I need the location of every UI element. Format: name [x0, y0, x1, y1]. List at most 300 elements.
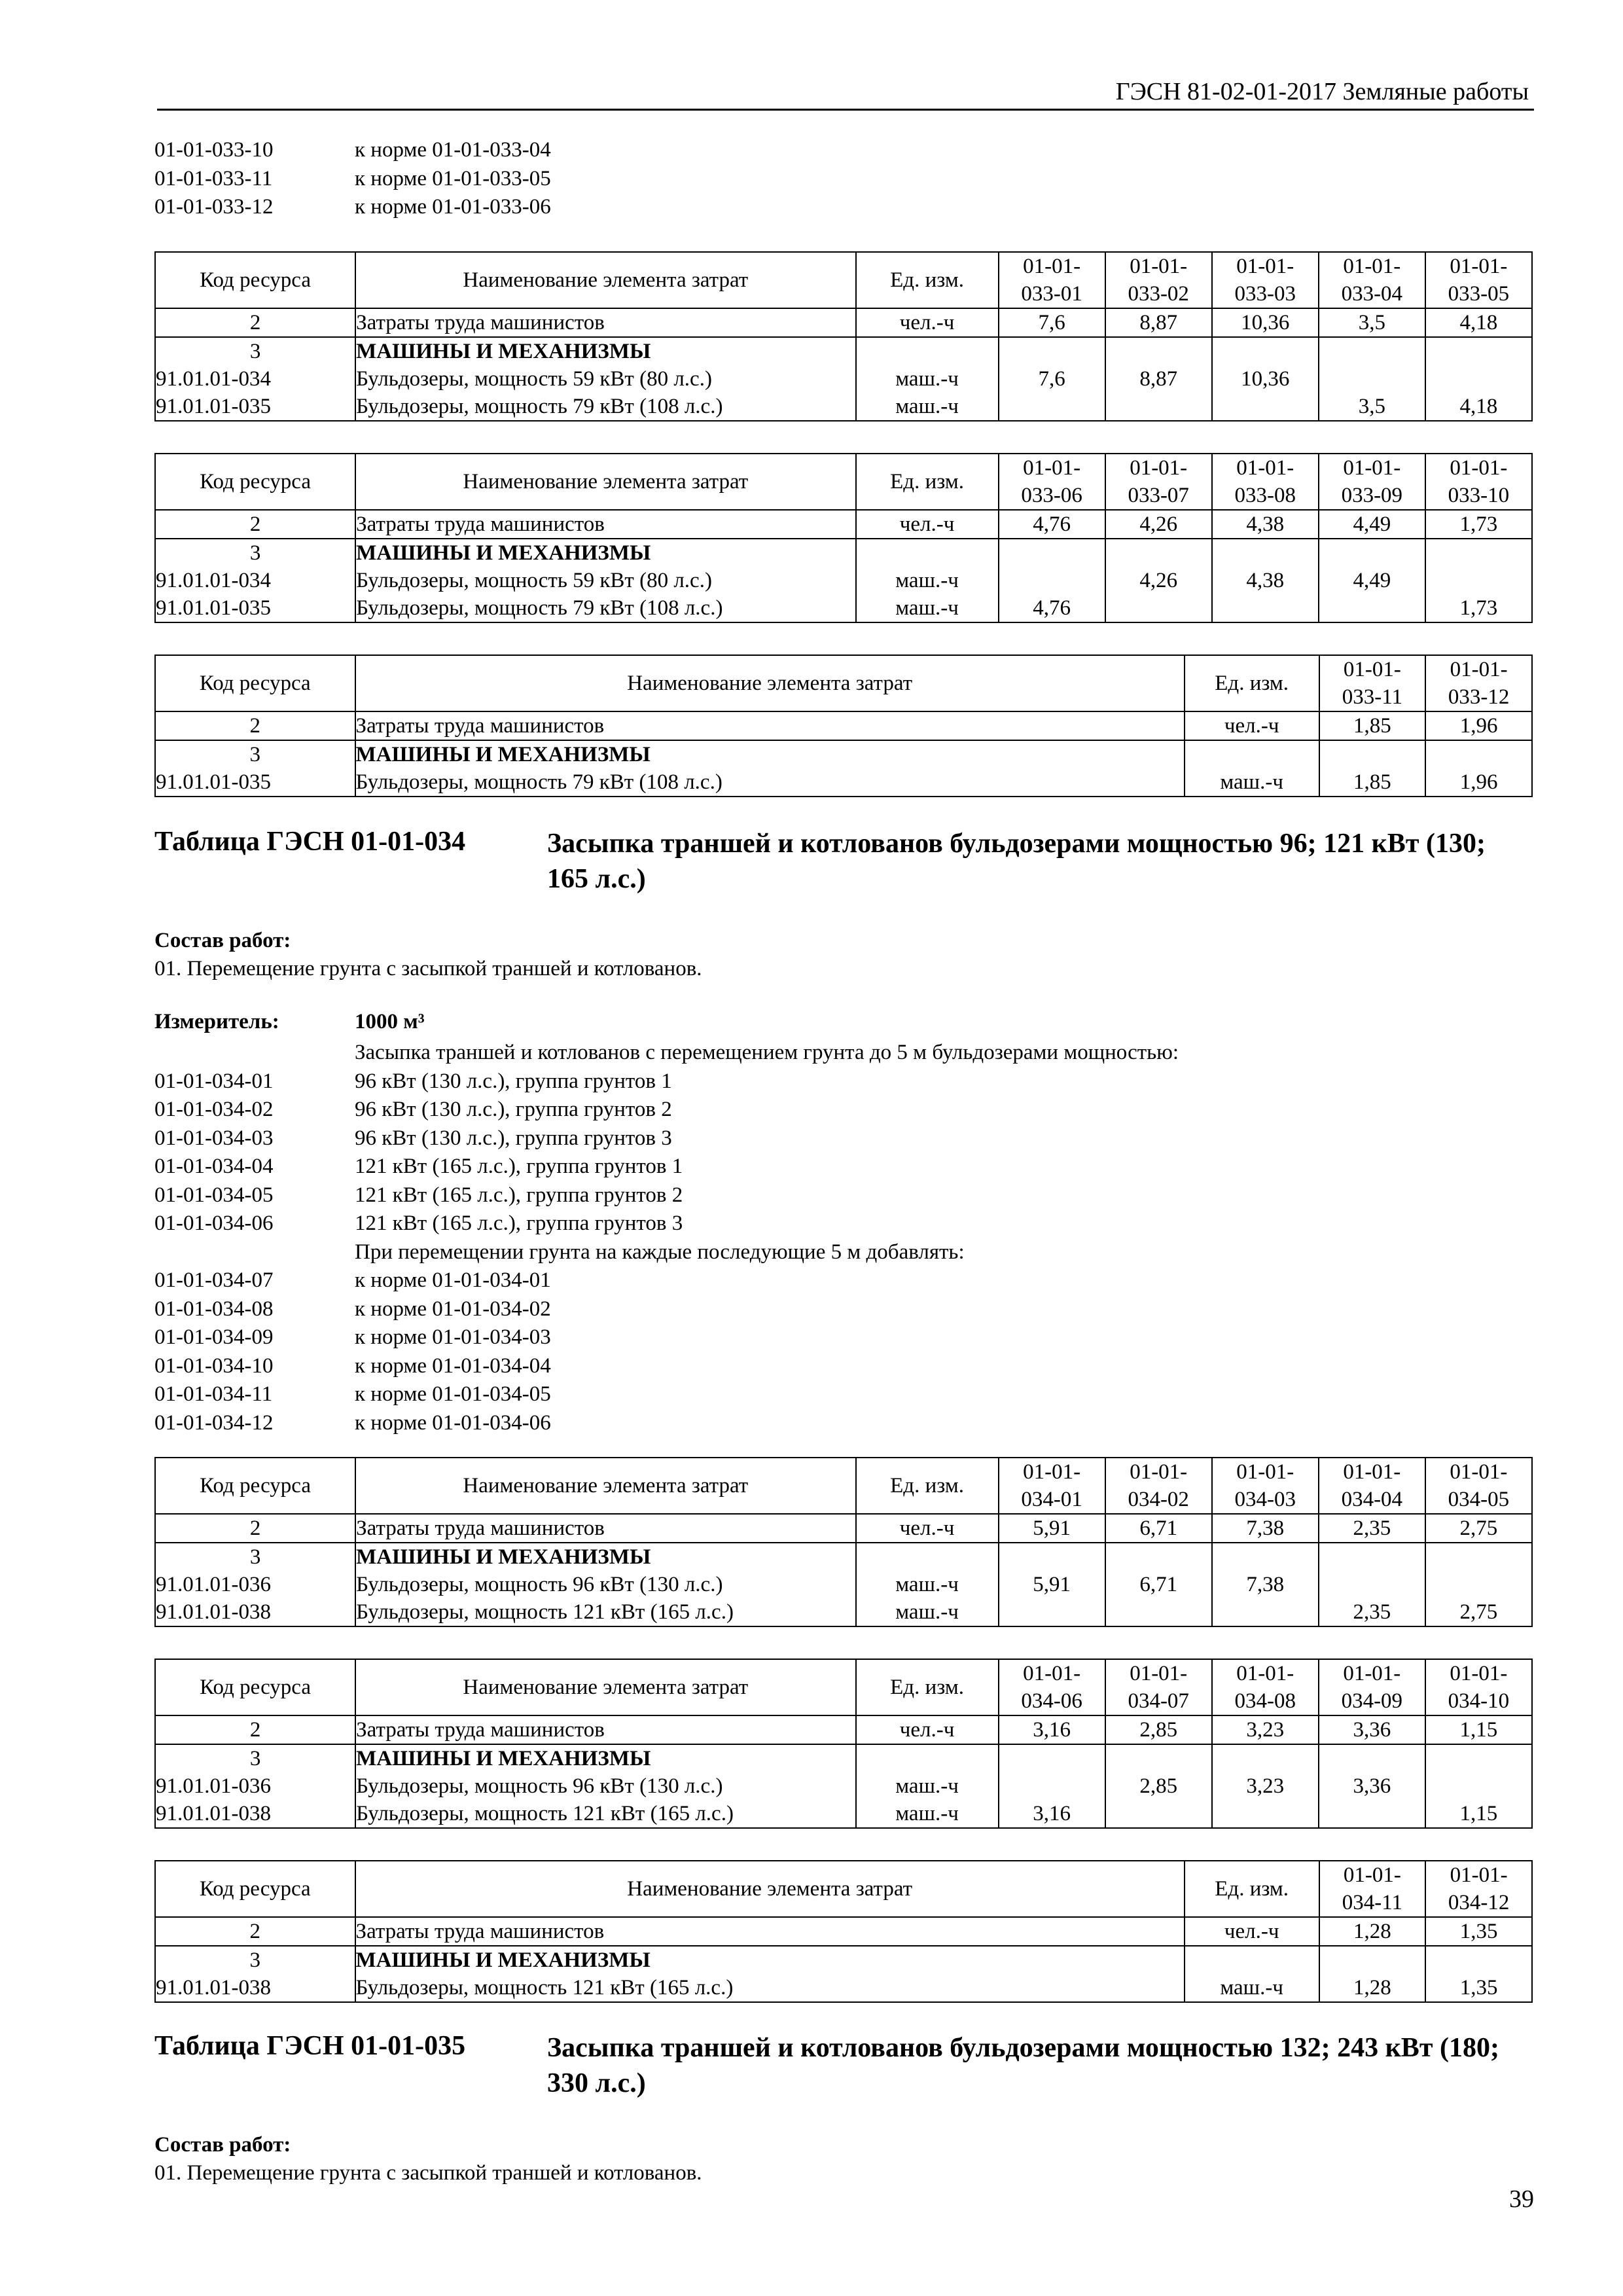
norm-code: 01-01-034-09 [154, 1325, 274, 1349]
norm-desc: к норме 01-01-034-03 [355, 1325, 551, 1349]
norm-desc: к норме 01-01-034-06 [355, 1410, 551, 1435]
norm-intro: Засыпка траншей и котлованов с перемещением грунта до 5 м бульдозерами мощностью: [355, 1041, 1179, 1064]
table-row [155, 1715, 1532, 1744]
header-norm-code [1425, 1659, 1532, 1715]
header-norm-code-line1: 01-01- [1236, 456, 1294, 480]
resource-table-033-06 [154, 453, 1533, 623]
resource-code: 3 [155, 337, 355, 365]
page-header [157, 73, 1534, 111]
resource-value: 1,85 [1319, 711, 1426, 740]
resource-value: 4,26 [1105, 510, 1212, 539]
resource-value [1425, 365, 1532, 393]
norm-code: 01-01-034-08 [154, 1297, 274, 1321]
header-norm-code-line1: 01-01- [1130, 1460, 1188, 1484]
table-034-composition [154, 927, 702, 983]
resource-value [1105, 337, 1212, 365]
resource-value: 3,23 [1212, 1715, 1319, 1744]
norm-desc: 121 кВт (165 л.с.), группа грунтов 2 [355, 1183, 683, 1207]
resource-value [1319, 740, 1426, 768]
table-header-row [155, 252, 1532, 308]
norm-code: 01-01-034-04 [154, 1155, 274, 1178]
norm-code: 01-01-034-03 [154, 1126, 274, 1150]
resource-value [1105, 594, 1212, 622]
composition-label: Состав работ: [154, 929, 291, 952]
header-norm-code-line2: 033-02 [1128, 282, 1189, 306]
header-norm-code-line2: 034-10 [1448, 1689, 1510, 1713]
header-norm-code-line1: 01-01- [1130, 1662, 1188, 1685]
resource-value [1105, 539, 1212, 567]
norm-desc: к норме 01-01-034-01 [355, 1268, 551, 1292]
top-norm-list [154, 136, 551, 222]
norm-code: 01-01-034-10 [154, 1354, 274, 1378]
resource-value [1212, 1800, 1319, 1828]
resource-code: 2 [155, 1715, 355, 1744]
header-norm-code-line2: 034-07 [1128, 1689, 1189, 1713]
header-norm-code [999, 1659, 1105, 1715]
resource-table-034-11 [154, 1860, 1533, 2003]
header-norm-code [1319, 1458, 1425, 1514]
resource-value: 1,73 [1425, 594, 1532, 622]
header-norm-code [1212, 454, 1319, 510]
header-name: Наименование элемента затрат [355, 1861, 1185, 1917]
resource-code: 2 [155, 1917, 355, 1946]
header-name: Наименование элемента затрат [355, 655, 1185, 711]
table-row [155, 393, 1532, 421]
resource-value: 3,36 [1319, 1715, 1425, 1744]
table-034-norm-list [154, 1039, 1179, 1437]
header-norm-code-line2: 034-01 [1021, 1488, 1082, 1511]
resource-value: 7,38 [1212, 1571, 1319, 1598]
header-norm-code-line2: 033-05 [1448, 282, 1510, 306]
resource-value: 5,91 [999, 1571, 1105, 1598]
table-035-composition [154, 2131, 702, 2187]
table-035-title: Засыпка траншей и котлованов бульдозерами мощностью 132; 243 кВт (180; 330 л.с.) [547, 2033, 1499, 2098]
resource-value [1319, 594, 1425, 622]
resource-value: 10,36 [1212, 308, 1319, 337]
resource-value [999, 539, 1105, 567]
resource-value: 2,75 [1425, 1598, 1532, 1626]
resource-value: 1,73 [1425, 510, 1532, 539]
header-code: Код ресурса [155, 1458, 355, 1514]
resource-unit: маш.-ч [856, 393, 999, 421]
table-row [155, 1974, 1532, 2002]
resource-name: Бульдозеры, мощность 59 кВт (80 л.с.) [355, 567, 855, 594]
resource-value [1425, 1772, 1532, 1800]
table-row [155, 1571, 1532, 1598]
header-norm-code [999, 454, 1105, 510]
resource-value [1425, 740, 1532, 768]
composition-item: 01. Перемещение грунта с засыпкой траншей и котлованов. [154, 2161, 702, 2185]
resource-name: Затраты труда машинистов [355, 1514, 855, 1543]
resource-name: Бульдозеры, мощность 121 кВт (165 л.с.) [355, 1800, 855, 1828]
header-title: ГЭСН 81-02-01-2017 Земляные работы [1115, 78, 1529, 105]
resource-value [999, 1744, 1105, 1772]
header-unit: Ед. изм. [856, 252, 999, 308]
resource-name: Бульдозеры, мощность 79 кВт (108 л.с.) [355, 768, 1185, 797]
header-norm-code-line1: 01-01- [1130, 456, 1188, 480]
resource-value [1319, 1946, 1426, 1974]
header-norm-code-line1: 01-01- [1236, 1662, 1294, 1685]
norm-code: 01-01-033-11 [154, 166, 273, 190]
norm-row [154, 136, 551, 165]
resource-value [999, 393, 1105, 421]
resource-name: Бульдозеры, мощность 121 кВт (165 л.с.) [355, 1974, 1185, 2002]
norm-row [154, 1096, 1179, 1124]
resource-unit: маш.-ч [856, 594, 999, 622]
resource-value [1425, 337, 1532, 365]
norm-row [154, 193, 551, 222]
resource-name: Затраты труда машинистов [355, 1917, 1185, 1946]
table-row [155, 567, 1532, 594]
resource-table-034-06 [154, 1659, 1533, 1829]
resource-name: МАШИНЫ И МЕХАНИЗМЫ [355, 539, 855, 567]
table-034-title: Засыпка траншей и котлованов бульдозерами мощностью 96; 121 кВт (130; 165 л.с.) [547, 829, 1486, 894]
norm-row [154, 1323, 1179, 1352]
header-norm-code-line2: 033-01 [1021, 282, 1082, 306]
resource-value [1212, 1598, 1319, 1626]
norm-row [154, 1210, 1179, 1238]
header-unit: Ед. изм. [856, 1458, 999, 1514]
resource-unit: чел.-ч [1185, 1917, 1319, 1946]
norm-row [154, 1124, 1179, 1153]
resource-value [1319, 337, 1425, 365]
header-norm-code-line1: 01-01- [1343, 1460, 1401, 1484]
resource-value: 3,23 [1212, 1772, 1319, 1800]
resource-value [999, 1598, 1105, 1626]
resource-value: 2,75 [1425, 1514, 1532, 1543]
table-row [155, 1946, 1532, 1974]
norm-desc: к норме 01-01-033-05 [355, 166, 551, 190]
resource-value: 4,38 [1212, 567, 1319, 594]
resource-value: 8,87 [1105, 308, 1212, 337]
resource-code: 91.01.01-034 [155, 365, 355, 393]
header-norm-code-line1: 01-01- [1343, 658, 1401, 681]
resource-name: Бульдозеры, мощность 59 кВт (80 л.с.) [355, 365, 855, 393]
resource-unit [856, 1744, 999, 1772]
table-035-heading [154, 2030, 1529, 2101]
resource-value: 6,71 [1105, 1571, 1212, 1598]
resource-value [1319, 365, 1425, 393]
resource-table-033-11 [154, 655, 1533, 797]
table-row [155, 711, 1532, 740]
resource-value: 3,5 [1319, 393, 1425, 421]
norm-desc: 121 кВт (165 л.с.), группа грунтов 1 [355, 1155, 683, 1178]
header-norm-code-line1: 01-01- [1236, 255, 1294, 278]
header-norm-code-line2: 034-04 [1341, 1488, 1403, 1511]
header-unit: Ед. изм. [856, 454, 999, 510]
table-header-row [155, 1659, 1532, 1715]
header-norm-code [1425, 252, 1532, 308]
resource-value: 1,35 [1425, 1917, 1532, 1946]
resource-unit [856, 337, 999, 365]
resource-value: 3,16 [999, 1800, 1105, 1828]
header-norm-code-line1: 01-01- [1450, 456, 1508, 480]
resource-value: 5,91 [999, 1514, 1105, 1543]
resource-code: 91.01.01-035 [155, 393, 355, 421]
header-code: Код ресурса [155, 1861, 355, 1917]
norm-row [154, 1181, 1179, 1210]
header-norm-code-line2: 033-10 [1448, 484, 1510, 507]
header-norm-code-line2: 034-03 [1234, 1488, 1296, 1511]
header-norm-code-line1: 01-01- [1023, 255, 1081, 278]
norm-code: 01-01-034-01 [154, 1069, 274, 1093]
norm-code: 01-01-033-12 [154, 195, 274, 219]
header-norm-code-line2: 034-11 [1342, 1891, 1402, 1914]
table-034-meter [154, 1010, 425, 1034]
resource-value: 2,85 [1105, 1772, 1212, 1800]
header-norm-code-line2: 034-12 [1448, 1891, 1510, 1914]
header-norm-code-line1: 01-01- [1450, 1662, 1508, 1685]
table-034-label: Таблица ГЭСН 01-01-034 [154, 827, 466, 857]
header-norm-code [999, 252, 1105, 308]
resource-value: 6,71 [1105, 1514, 1212, 1543]
norm-extra-note: При перемещении грунта на каждые последующие 5 м добавлять: [355, 1240, 965, 1264]
resource-unit: маш.-ч [856, 1571, 999, 1598]
header-norm-code [1319, 252, 1425, 308]
resource-value: 4,76 [999, 594, 1105, 622]
resource-value [1212, 594, 1319, 622]
header-norm-code [1105, 1659, 1212, 1715]
header-norm-code-line2: 033-09 [1341, 484, 1403, 507]
resource-name: Затраты труда машинистов [355, 308, 855, 337]
resource-code: 91.01.01-038 [155, 1974, 355, 2002]
resource-value [1319, 539, 1425, 567]
header-norm-code [1319, 1861, 1426, 1917]
resource-code: 2 [155, 308, 355, 337]
resource-unit [856, 539, 999, 567]
norm-row [154, 1295, 1179, 1324]
norm-desc: 96 кВт (130 л.с.), группа грунтов 2 [355, 1098, 672, 1121]
resource-code: 3 [155, 1946, 355, 1974]
resource-value: 4,18 [1425, 308, 1532, 337]
table-034-heading [154, 826, 1529, 897]
header-norm-code-line2: 034-09 [1341, 1689, 1403, 1713]
resource-code: 2 [155, 1514, 355, 1543]
header-norm-code [1212, 1659, 1319, 1715]
resource-unit: чел.-ч [856, 510, 999, 539]
resource-value: 7,38 [1212, 1514, 1319, 1543]
table-row [155, 337, 1532, 365]
resource-unit: маш.-ч [1185, 768, 1319, 797]
norm-row [154, 165, 551, 194]
resource-code: 91.01.01-035 [155, 768, 355, 797]
resource-value [999, 337, 1105, 365]
resource-value [1105, 1800, 1212, 1828]
table-row [155, 539, 1532, 567]
header-name: Наименование элемента затрат [355, 1458, 855, 1514]
header-norm-code [1212, 1458, 1319, 1514]
norm-desc: 121 кВт (165 л.с.), группа грунтов 3 [355, 1211, 683, 1235]
resource-value [1319, 1571, 1425, 1598]
resource-value [1425, 1543, 1532, 1571]
norm-row [154, 1352, 1179, 1381]
norm-row [154, 1409, 1179, 1438]
norm-desc: 96 кВт (130 л.с.), группа грунтов 3 [355, 1126, 672, 1150]
resource-value [1212, 1543, 1319, 1571]
table-row [155, 1800, 1532, 1828]
resource-code: 3 [155, 539, 355, 567]
header-norm-code [1319, 454, 1425, 510]
header-norm-code-line2: 033-04 [1341, 282, 1403, 306]
resource-code: 3 [155, 740, 355, 768]
table-row [155, 1514, 1532, 1543]
norm-code: 01-01-034-05 [154, 1183, 274, 1207]
meter-value: 1000 м³ [355, 1010, 425, 1033]
resource-value [999, 1543, 1105, 1571]
composition-label: Состав работ: [154, 2133, 291, 2157]
resource-value: 10,36 [1212, 365, 1319, 393]
resource-code: 91.01.01-034 [155, 567, 355, 594]
norm-desc: к норме 01-01-033-04 [355, 138, 551, 162]
resource-value: 1,96 [1425, 768, 1532, 797]
header-norm-code-line2: 034-02 [1128, 1488, 1189, 1511]
resource-name: Затраты труда машинистов [355, 510, 855, 539]
table-header-row [155, 1458, 1532, 1514]
table-row [155, 1772, 1532, 1800]
norm-row [154, 1380, 1179, 1409]
resource-value: 4,18 [1425, 393, 1532, 421]
header-norm-code [1425, 454, 1532, 510]
table-header-row [155, 1861, 1532, 1917]
header-norm-code-line2: 033-08 [1234, 484, 1296, 507]
header-code: Код ресурса [155, 1659, 355, 1715]
header-norm-code-line2: 033-06 [1021, 484, 1082, 507]
resource-value: 4,26 [1105, 567, 1212, 594]
header-norm-code-line1: 01-01- [1023, 456, 1081, 480]
norm-code: 01-01-034-11 [154, 1382, 273, 1406]
norm-code: 01-01-034-07 [154, 1268, 274, 1292]
table-header-row [155, 454, 1532, 510]
header-norm-code-line1: 01-01- [1023, 1662, 1081, 1685]
header-norm-code-line1: 01-01- [1450, 658, 1508, 681]
resource-value: 4,49 [1319, 567, 1425, 594]
resource-value [999, 1772, 1105, 1800]
resource-name: Затраты труда машинистов [355, 1715, 855, 1744]
resource-unit: маш.-ч [856, 1800, 999, 1828]
resource-name: МАШИНЫ И МЕХАНИЗМЫ [355, 1946, 1185, 1974]
resource-value [999, 567, 1105, 594]
resource-value [1105, 1543, 1212, 1571]
header-norm-code-line2: 034-05 [1448, 1488, 1510, 1511]
norm-row [154, 1266, 1179, 1295]
norm-code: 01-01-034-12 [154, 1410, 274, 1435]
resource-value [1425, 539, 1532, 567]
resource-code: 91.01.01-036 [155, 1571, 355, 1598]
header-norm-code [1319, 655, 1426, 711]
header-norm-code-line2: 033-03 [1234, 282, 1296, 306]
resource-value [1212, 539, 1319, 567]
resource-unit: чел.-ч [856, 308, 999, 337]
resource-unit: маш.-ч [856, 365, 999, 393]
resource-value: 1,35 [1425, 1974, 1532, 2002]
resource-code: 3 [155, 1543, 355, 1571]
norm-code: 01-01-033-10 [154, 138, 274, 162]
resource-value: 7,6 [999, 365, 1105, 393]
resource-unit: чел.-ч [1185, 711, 1319, 740]
resource-value: 2,35 [1319, 1598, 1425, 1626]
header-name: Наименование элемента затрат [355, 454, 855, 510]
resource-name: МАШИНЫ И МЕХАНИЗМЫ [355, 337, 855, 365]
resource-name: Бульдозеры, мощность 96 кВт (130 л.с.) [355, 1772, 855, 1800]
resource-value [1319, 1744, 1425, 1772]
header-norm-code [1105, 454, 1212, 510]
header-name: Наименование элемента затрат [355, 1659, 855, 1715]
norm-desc: 96 кВт (130 л.с.), группа грунтов 1 [355, 1069, 672, 1093]
header-norm-code [1105, 1458, 1212, 1514]
header-norm-code-line1: 01-01- [1343, 1863, 1401, 1887]
table-035-label: Таблица ГЭСН 01-01-035 [154, 2031, 466, 2061]
page-number: 39 [1509, 2185, 1534, 2213]
table-row [155, 768, 1532, 797]
header-norm-code-line1: 01-01- [1343, 1662, 1401, 1685]
header-unit: Ед. изм. [1185, 655, 1319, 711]
resource-table-034-01 [154, 1457, 1533, 1627]
resource-value: 1,28 [1319, 1974, 1426, 2002]
resource-code: 91.01.01-035 [155, 594, 355, 622]
resource-value: 1,15 [1425, 1715, 1532, 1744]
header-code: Код ресурса [155, 454, 355, 510]
table-row [155, 510, 1532, 539]
resource-value: 8,87 [1105, 365, 1212, 393]
table-row [155, 1917, 1532, 1946]
resource-value [1212, 1744, 1319, 1772]
resource-value [1319, 1800, 1425, 1828]
header-name: Наименование элемента затрат [355, 252, 855, 308]
norm-code: 01-01-034-06 [154, 1211, 274, 1235]
table-row [155, 1543, 1532, 1571]
norm-row [154, 1067, 1179, 1096]
resource-unit [856, 1543, 999, 1571]
resource-unit: маш.-ч [856, 1772, 999, 1800]
resource-value: 3,16 [999, 1715, 1105, 1744]
norm-desc: к норме 01-01-034-04 [355, 1354, 551, 1378]
resource-value: 4,49 [1319, 510, 1425, 539]
resource-unit: маш.-ч [1185, 1974, 1319, 2002]
resource-name: Бульдозеры, мощность 96 кВт (130 л.с.) [355, 1571, 855, 1598]
resource-value [1319, 1543, 1425, 1571]
resource-name: Бульдозеры, мощность 79 кВт (108 л.с.) [355, 594, 855, 622]
table-header-row [155, 655, 1532, 711]
resource-value [1105, 393, 1212, 421]
header-norm-code [1425, 655, 1532, 711]
resource-value [1425, 1571, 1532, 1598]
resource-unit [1185, 740, 1319, 768]
resource-name: Бульдозеры, мощность 121 кВт (165 л.с.) [355, 1598, 855, 1626]
header-norm-code [1319, 1659, 1425, 1715]
norm-desc: к норме 01-01-034-05 [355, 1382, 551, 1406]
resource-code: 2 [155, 711, 355, 740]
resource-unit: чел.-ч [856, 1514, 999, 1543]
resource-value: 3,36 [1319, 1772, 1425, 1800]
resource-value [1425, 567, 1532, 594]
resource-value: 7,6 [999, 308, 1105, 337]
meter-label: Измеритель: [154, 1010, 279, 1033]
resource-value [1425, 1946, 1532, 1974]
header-norm-code-line1: 01-01- [1236, 1460, 1294, 1484]
resource-code: 2 [155, 510, 355, 539]
header-norm-code [1425, 1861, 1532, 1917]
header-norm-code-line1: 01-01- [1450, 1863, 1508, 1887]
resource-table-033-01 [154, 251, 1533, 422]
header-norm-code-line1: 01-01- [1450, 1460, 1508, 1484]
resource-value [1212, 337, 1319, 365]
header-unit: Ед. изм. [1185, 1861, 1319, 1917]
resource-name: МАШИНЫ И МЕХАНИЗМЫ [355, 740, 1185, 768]
table-row [155, 594, 1532, 622]
header-norm-code-line1: 01-01- [1450, 255, 1508, 278]
resource-name: МАШИНЫ И МЕХАНИЗМЫ [355, 1744, 855, 1772]
table-row [155, 1598, 1532, 1626]
